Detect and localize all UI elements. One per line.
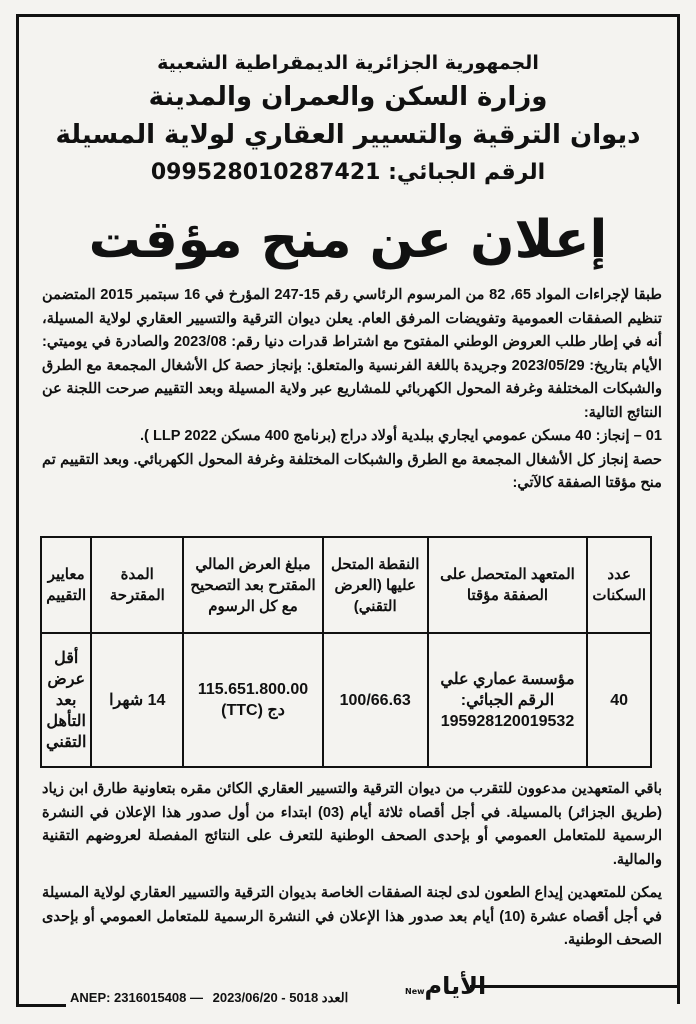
newspaper-logo <box>405 972 486 1000</box>
issue-info: العدد 5018 - 2023/06/20 <box>212 990 349 1005</box>
amount-unit: دج (TTC) <box>221 702 285 719</box>
bidder-name: مؤسسة عماري علي <box>440 670 575 688</box>
ministry-heading: وزارة السكن والعمران والمدينة <box>148 82 548 112</box>
project-item: 01 – إنجاز: 40 مسكن عمومي ايجاري ببلدية أولاد دراج (برنامج 400 مسكن LLP 2022 ). <box>139 428 662 444</box>
footer-line <box>70 990 348 1006</box>
award-table <box>40 536 652 768</box>
cell-bidder <box>428 633 588 767</box>
table-header-row <box>41 537 651 633</box>
logo-new: New <box>405 987 425 996</box>
office-heading: ديوان الترقية والتسيير العقاري لولاية المسيلة <box>55 120 641 150</box>
republic-heading: الجمهورية الجزائرية الديمقراطية الشعبية <box>157 52 539 74</box>
anep-number: ANEP: 2316015408 — <box>70 990 203 1005</box>
intro-section <box>42 284 662 496</box>
col-units: عدد السكنات <box>587 537 651 633</box>
table-row <box>41 633 651 767</box>
lot-description: حصة إنجاز كل الأشغال المجمعة مع الطرق والشبكات المختلفة وغرفة المحول الكهربائي. وبعد التقييم تم منح مؤقتا الصفقة كالآتي: <box>42 451 662 491</box>
col-bidder: المتعهد المتحصل على الصفقة مؤقتا <box>428 537 588 633</box>
cell-units: 40 <box>587 633 651 767</box>
col-duration: المدة المقترحة <box>91 537 183 633</box>
cell-criteria: أقل عرض بعد التأهل التقني <box>41 633 91 767</box>
col-criteria: معايير التقييم <box>41 537 91 633</box>
logo-text: الأيام <box>424 972 487 1000</box>
footer-rule-left <box>16 1004 66 1007</box>
cell-duration: 14 شهرا <box>91 633 183 767</box>
col-score: النقطة المتحل عليها (العرض التقني) <box>323 537 428 633</box>
invitation-paragraph: باقي المتعهدين مدعوون للتقرب من ديوان الترقية والتسيير العقاري الكائن مقره بتعاونية طارق ابن زياد (طريق الجزائر) بالمسيلة. في أجل أقصاه ثلاثة أيام (03) ابتداء من أول صدور هذا الإعلان في النشرة الرسمية للمتعامل العمومي أو بإحدى الصحف الوطنية للتعرف على النتائج المفصلة لعروضهم التقنية والمالية. <box>42 781 663 868</box>
cell-amount <box>183 633 323 767</box>
footer-rule <box>470 985 680 988</box>
amount-value: 115.651.800.00 <box>197 681 309 698</box>
notice-title: إعلان عن منح مؤقت <box>88 210 608 270</box>
col-amount: مبلغ العرض المالي المقترح بعد التصحيح مع كل الرسوم <box>183 537 323 633</box>
intro-paragraph: طبقا لإجراءات المواد 65، 82 من المرسوم الرئاسي رقم 15-247 المؤرخ في 16 سبتمبر 2015 المتضمن تنظيم الصفقات العمومية وتفويضات المرفق العام. يعلن ديوان الترقية والتسيير العقاري لولاية المسيلة، أنه في إطار طلب العروض الوطني المفتوح مع اشتراط قدرات دنيا رقم: 2023/08 والصادرة في يوميتي: الأيام بتاريخ: 2023/05/29 وجريدة باللغة الفرنسية والمتعلق: بإنجاز حصة كل الأشغال المجمعة مع الطرق والشبكات المختلفة وغرفة المحول الكهربائي للمشاريع عبر ولاية المسيلة وبعد التقييم صرحت اللجنة عن النتائج التالية: <box>42 287 663 421</box>
tax-id: الرقم الجبائي: 099528010287421 <box>150 160 546 185</box>
cell-score: 100/66.63 <box>323 633 428 767</box>
bidder-tax-label: الرقم الجبائي: <box>460 691 555 709</box>
bidder-tax-id: 195928120019532 <box>440 712 575 730</box>
appeal-paragraph: يمكن للمتعهدين إيداع الطعون لدى لجنة الصفقات الخاصة بديوان الترقية والتسيير العقاري لولاية المسيلة في أجل أقصاه عشرة (10) أيام بعد صدور هذا الإعلان في النشرة الرسمية للمتعامل العمومي أو بإحدى الصحف الوطنية. <box>42 885 662 948</box>
